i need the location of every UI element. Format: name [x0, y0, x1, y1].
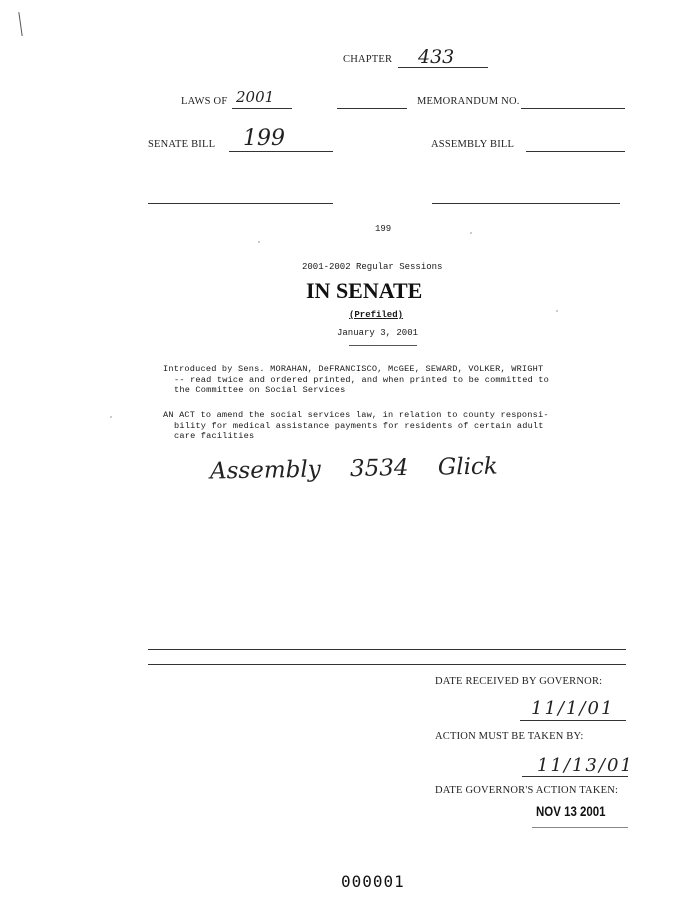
assembly-bill-label: ASSEMBLY BILL: [431, 139, 515, 150]
session-text: 2001-2002 Regular Sessions: [302, 262, 443, 272]
date-received-line: [520, 720, 626, 721]
chapter-value: 433: [418, 46, 455, 68]
laws-of-line: [232, 108, 292, 109]
laws-extra-line: [337, 108, 407, 109]
memorandum-line: [521, 108, 625, 109]
scan-mark: [18, 12, 23, 36]
introduced-line-2: -- read twice and ordered printed, and when printed to be committed to: [174, 374, 549, 385]
assembly-bill-line: [526, 151, 625, 152]
action-taken-label: DATE GOVERNOR'S ACTION TAKEN:: [435, 785, 619, 796]
prefiled-status: (Prefiled): [349, 310, 404, 320]
memorandum-label: MEMORANDUM NO.: [417, 96, 520, 107]
scan-speck: [556, 310, 558, 312]
introduced-line-3: the Committee on Social Services: [174, 385, 346, 395]
house-title: IN SENATE: [306, 278, 423, 303]
date-underline: [349, 345, 417, 346]
act-line-2: bility for medical assistance payments for residents of certain adult: [174, 420, 544, 431]
date-received-label: DATE RECEIVED BY GOVERNOR:: [435, 676, 603, 687]
bottom-rule-2: [148, 664, 626, 665]
laws-of-label: LAWS OF: [181, 96, 228, 107]
introduced-paragraph: [163, 364, 549, 396]
senate-bill-label: SENATE BILL: [148, 139, 216, 150]
page-number: 000001: [341, 872, 405, 891]
blank-line-right: [432, 203, 620, 204]
must-act-label: ACTION MUST BE TAKEN BY:: [435, 731, 584, 742]
act-line-1: AN ACT to amend the social services law, in relation to county responsi-: [163, 410, 549, 420]
bottom-rule-1: [148, 649, 626, 650]
bill-number: 199: [375, 224, 392, 234]
scan-speck: [258, 241, 260, 243]
laws-of-value: 2001: [236, 88, 275, 106]
act-line-3: care facilities: [174, 431, 255, 441]
scan-speck: [470, 232, 472, 234]
date-received-value: 11/1/01: [531, 698, 615, 719]
chapter-label: CHAPTER: [343, 54, 393, 65]
action-taken-stamp: NOV 13 2001: [536, 803, 606, 819]
act-paragraph: [163, 410, 549, 442]
blank-line-left: [148, 203, 333, 204]
introduced-line-1: Introduced by Sens. MORAHAN, DeFRANCISCO, McGEE, SEWARD, VOLKER, WRIGHT: [163, 364, 544, 374]
senate-bill-line: [229, 151, 333, 152]
action-taken-line: [532, 827, 628, 828]
must-act-line: [522, 776, 628, 777]
handwritten-assembly-note: Assembly 3534 Glick: [209, 453, 498, 485]
bill-date: January 3, 2001: [337, 328, 419, 338]
scan-speck: [110, 416, 112, 418]
senate-bill-value: 199: [243, 126, 285, 151]
chapter-line: [398, 67, 488, 68]
must-act-value: 11/13/01: [537, 755, 634, 776]
